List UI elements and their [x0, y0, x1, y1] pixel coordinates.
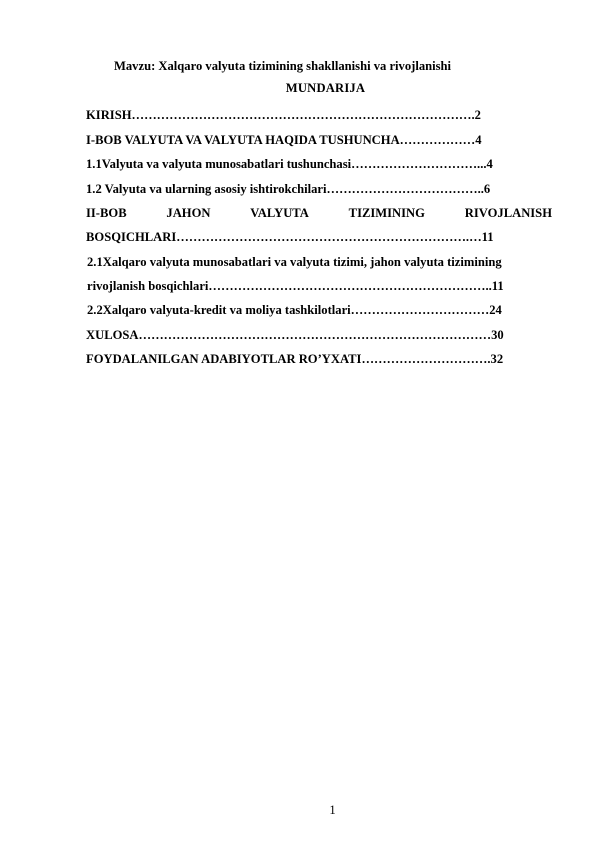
toc-entry-chapter-1: I-BOB VALYUTA VA VALYUTA HAQIDA TUSHUNCHA………………4: [86, 133, 482, 147]
toc-entry-section-2-1-continued: rivojlanish bosqichlari…………………………………………………………..11: [87, 279, 504, 293]
page-number: 1: [329, 803, 336, 817]
toc-word: JAHON: [166, 206, 211, 220]
contents-title: MUNDARIJA: [285, 81, 366, 95]
toc-entry-section-1-2: 1.2 Valyuta va ularning asosiy ishtirokchilari………………………………..6: [86, 182, 491, 196]
toc-word: RIVOJLANISH: [464, 206, 552, 220]
toc-entry-section-1-1: 1.1Valyuta va valyuta munosabatlari tushunchasi…………………………...4: [86, 157, 493, 171]
toc-entry-chapter-2: [86, 205, 552, 221]
document-topic: Mavzu: Xalqaro valyuta tizimining shakllanishi va rivojlanishi: [114, 59, 452, 73]
toc-entry-section-2-2: 2.2Xalqaro valyuta-kredit va moliya tashkilotlari……………………………24: [87, 303, 502, 317]
toc-word: II-BOB: [86, 206, 127, 220]
toc-entry-chapter-2-continued: BOSQICHLARI…………………………………………………………….…11: [86, 230, 494, 244]
toc-entry-references: FOYDALANILGAN ADABIYOTLAR RO’YXATI………………………….32: [86, 352, 504, 366]
toc-entry-xulosa: XULOSA…………………………………………………………………………30: [86, 328, 504, 342]
toc-word: VALYUTA: [250, 206, 309, 220]
toc-word: TIZIMINING: [348, 206, 425, 220]
toc-entry-section-2-1: 2.1Xalqaro valyuta munosabatlari va valyuta tizimi, jahon valyuta tizimining: [87, 255, 502, 269]
toc-entry-kirish: KIRISH……………………………………………………………………….2: [86, 108, 481, 122]
